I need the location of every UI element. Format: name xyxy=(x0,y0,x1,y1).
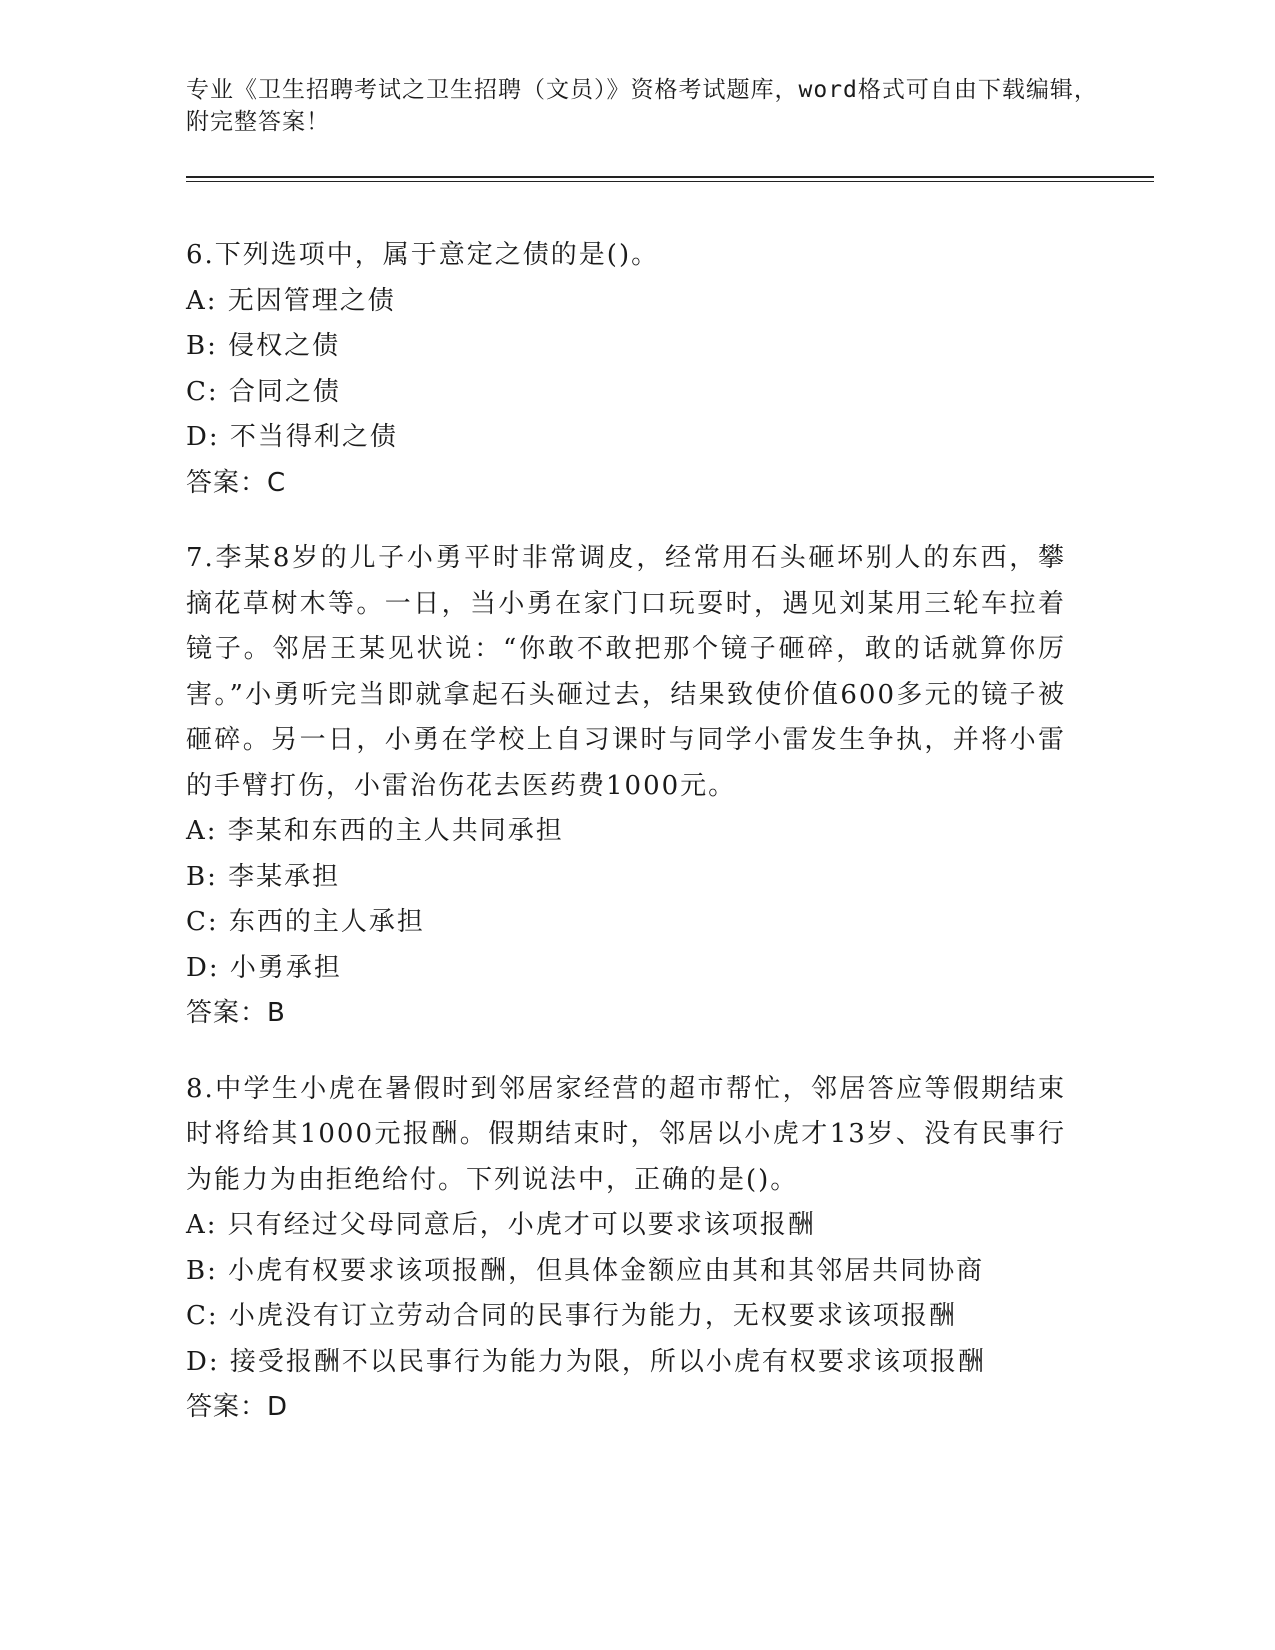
option-d: D: 小勇承担 xyxy=(186,952,342,983)
option-d: D: 接受报酬不以民事行为能力为限，所以小虎有权要求该项报酬 xyxy=(186,1346,986,1377)
document-header: 专业《卫生招聘考试之卫生招聘（文员）》资格考试题库，word格式可自由下载编辑，附完整答案！ xyxy=(186,77,1098,135)
answer-label: 答案：B xyxy=(186,998,286,1028)
question-list xyxy=(186,233,1066,1461)
answer-label: 答案：C xyxy=(186,467,287,498)
question-8 xyxy=(186,1067,1066,1431)
option-c: C: 小虎没有订立劳动合同的民事行为能力，无权要求该项报酬 xyxy=(186,1301,957,1331)
option-c: C: 东西的主人承担 xyxy=(186,907,425,937)
answer-label: 答案：D xyxy=(186,1392,289,1422)
option-a: A: 无因管理之债 xyxy=(186,285,396,316)
option-d: D: 不当得利之债 xyxy=(186,422,398,452)
question-7 xyxy=(186,536,1066,1037)
option-c: C: 合同之债 xyxy=(186,376,341,407)
question-stem: 6.下列选项中，属于意定之债的是()。 xyxy=(186,240,660,270)
question-6 xyxy=(186,233,1066,506)
question-stem: 8.中学生小虎在暑假时到邻居家经营的超市帮忙，邻居答应等假期结束时将给其1000元报酬。假期结束时，邻居以小虎才13岁、没有民事行为能力为由拒绝给付。下列说法中，正确的是()。 xyxy=(186,1073,1066,1195)
header-divider-thick xyxy=(186,176,1154,178)
option-b: B: 小虎有权要求该项报酬，但具体金额应由其和其邻居共同协商 xyxy=(186,1255,985,1286)
header-divider-thin xyxy=(186,181,1154,182)
option-a: A: 李某和东西的主人共同承担 xyxy=(186,816,564,846)
option-b: B: 侵权之债 xyxy=(186,331,341,361)
question-stem: 7.李某8岁的儿子小勇平时非常调皮，经常用石头砸坏别人的东西，攀摘花草树木等。一日，当小勇在家门口玩耍时，遇见刘某用三轮车拉着镜子。邻居王某见状说：“你敢不敢把那个镜子砸碎，敢的话就算你厉害。”小勇听完当即就拿起石头砸过去，结果致使价值600多元的镜子被砸碎。另一日，小勇在学校上自习课时与同学小雷发生争执，并将小雷的手臂打伤，小雷治伤花去医药费1000元。 xyxy=(186,543,1066,801)
option-a: A: 只有经过父母同意后，小虎才可以要求该项报酬 xyxy=(186,1210,816,1240)
option-b: B: 李某承担 xyxy=(186,861,341,892)
